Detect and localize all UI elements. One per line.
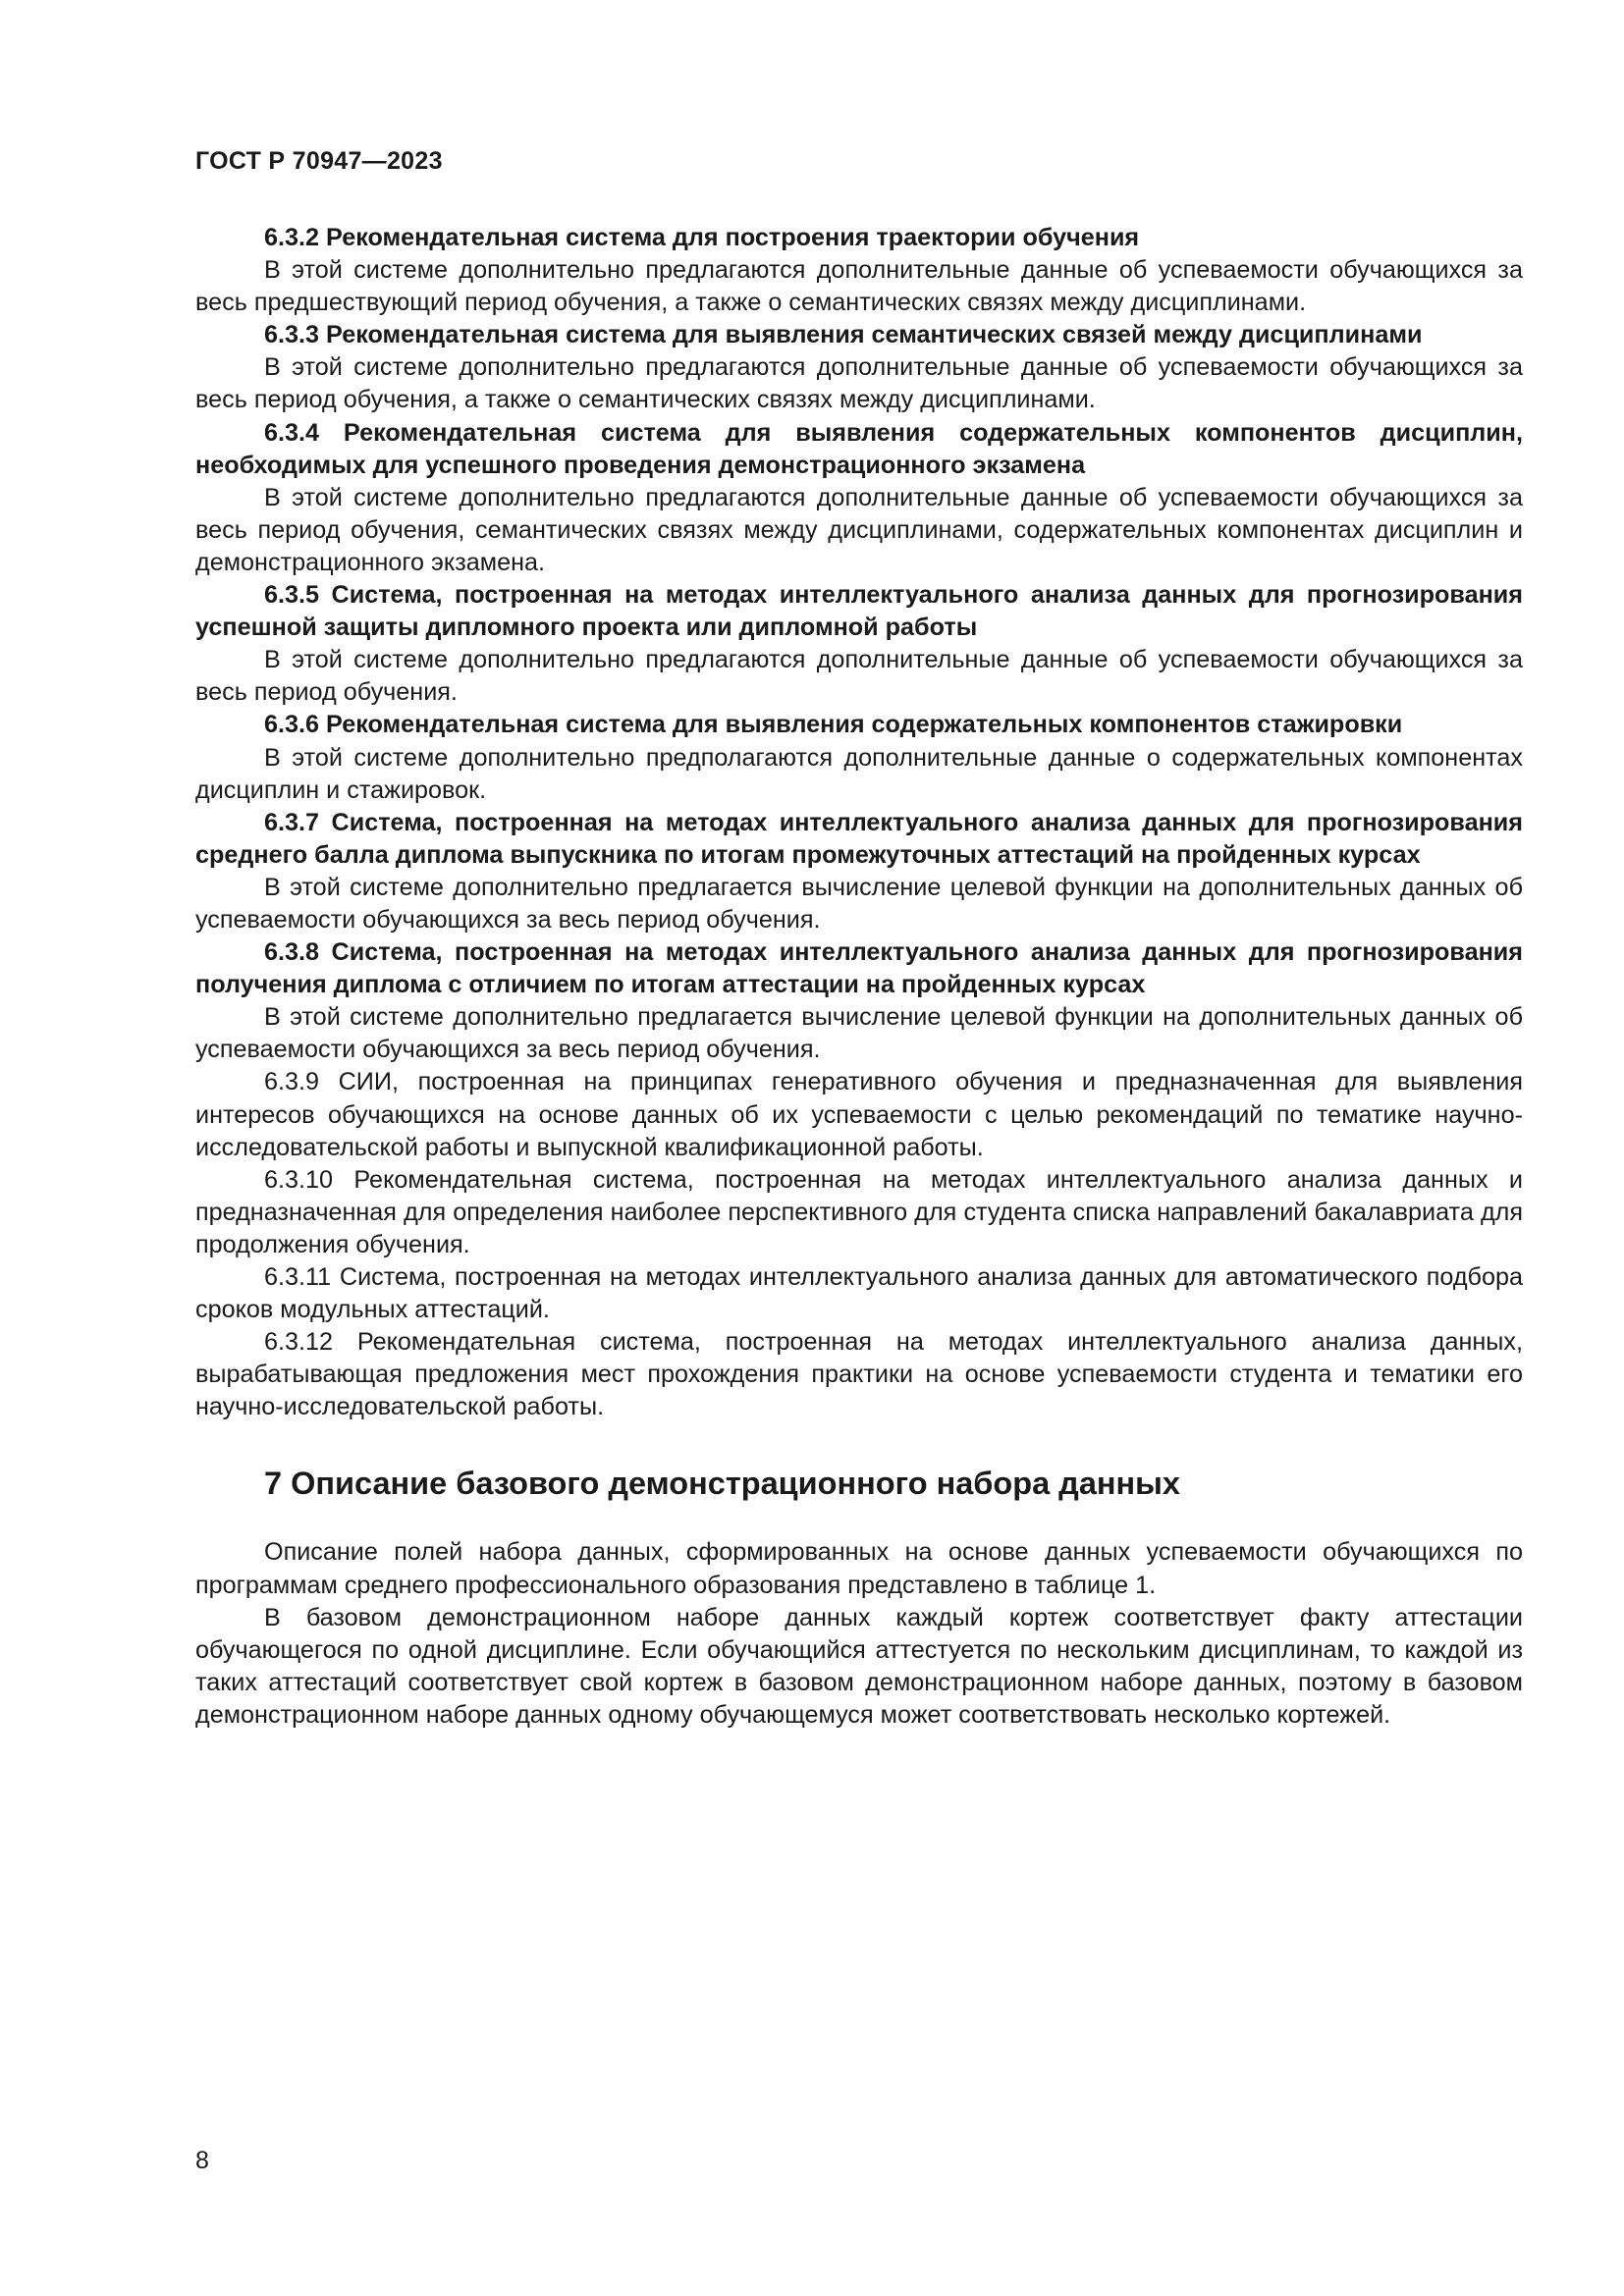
section-7-paragraph-2: В базовом демонстрационном наборе данных каждый кортеж соответствует факту аттестации обучающегося по одной дисциплине. Если обучающийся аттестуется по нескольким дисциплинам, то каждой из таких аттестаций соответствует свой кортеж в базовом демонстрационном наборе данных, поэтому в базовом демонстрационном наборе данных одному обучающемуся может соответствовать несколько кортежей. [195,1603,1523,1729]
clause-6-3-3-heading: 6.3.3 Рекомендательная система для выявления семантических связей между дисциплинами [264,321,1423,349]
clause-6-3-6-heading: 6.3.6 Рекомендательная система для выявления содержательных компонентов стажировки [264,711,1403,739]
page-number: 8 [195,2147,209,2174]
clause-6-3-3-text: В этой системе дополнительно предлагаются дополнительные данные об успеваемости обучающихся за весь период обучения, а также о семантических связях между дисциплинами. [195,353,1523,414]
document-code-header: ГОСТ Р 70947—2023 [195,147,443,175]
section-7-title: 7 Описание базового демонстрационного набора данных [264,1466,1180,1502]
clause-6-3-12-text: 6.3.12 Рекомендательная система, построенная на методах интеллектуального анализа данных, вырабатывающая предложения мест прохождения практики на основе успеваемости студента и тематики его научно-исследовательской работы. [195,1328,1523,1421]
clause-6-3-7-text: В этой системе дополнительно предлагается вычисление целевой функции на дополнительных данных об успеваемости обучающихся за весь период обучения. [195,873,1523,934]
section-7-paragraph-1: Описание полей набора данных, сформированных на основе данных успеваемости обучающихся по программам среднего профессионального образования представлено в таблице 1. [195,1538,1523,1599]
clause-6-3-10-text: 6.3.10 Рекомендательная система, построенная на методах интеллектуального анализа данных и предназначенная для определения наиболее перспективного для студента списка направлений бакалавриата для продолжения обучения. [195,1165,1523,1258]
clause-6-3-5-heading: 6.3.5 Система, построенная на методах интеллектуального анализа данных для прогнозирования успешной защиты дипломного проекта или дипломной работы [195,581,1523,642]
clause-6-3-7-heading: 6.3.7 Система, построенная на методах интеллектуального анализа данных для прогнозирования среднего балла диплома выпускника по итогам промежуточных аттестаций на пройденных курсах [195,808,1523,869]
clause-6-3-5-text: В этой системе дополнительно предлагаются дополнительные данные об успеваемости обучающихся за весь период обучения. [195,646,1523,707]
clause-6-3-8-text: В этой системе дополнительно предлагается вычисление целевой функции на дополнительных данных об успеваемости обучающихся за весь период обучения. [195,1003,1523,1064]
clause-6-3-11-text: 6.3.11 Система, построенная на методах интеллектуального анализа данных для автоматического подбора сроков модульных аттестаций. [195,1263,1523,1324]
clause-6-3-2-text: В этой системе дополнительно предлагаются дополнительные данные об успеваемости обучающихся за весь предшествующий период обучения, а также о семантических связях между дисциплинами. [195,256,1523,317]
document-body [195,222,1523,1732]
clause-6-3-8-heading: 6.3.8 Система, построенная на методах интеллектуального анализа данных для прогнозирования получения диплома с отличием по итогам аттестации на пройденных курсах [195,938,1523,999]
clause-6-3-6-text: В этой системе дополнительно предполагаются дополнительные данные о содержательных компонентах дисциплин и стажировок. [195,743,1523,804]
clause-6-3-4-text: В этой системе дополнительно предлагаются дополнительные данные об успеваемости обучающихся за весь период обучения, семантических связях между дисциплинами, содержательных компонентах дисциплин и демонстрационного экзамена. [195,483,1523,576]
clause-6-3-2-heading: 6.3.2 Рекомендательная система для построения траектории обучения [264,224,1140,251]
clause-6-3-9-text: 6.3.9 СИИ, построенная на принципах генеративного обучения и предназначенная для выявления интересов обучающихся на основе данных об их успеваемости с целью рекомендаций по тематике научно-исследовательской работы и выпускной квалификационной работы. [195,1068,1523,1161]
section-7-body [195,1536,1523,1732]
clause-6-3-4-heading: 6.3.4 Рекомендательная система для выявления содержательных компонентов дисциплин, необходимых для успешного проведения демонстрационного экзамена [195,418,1523,479]
